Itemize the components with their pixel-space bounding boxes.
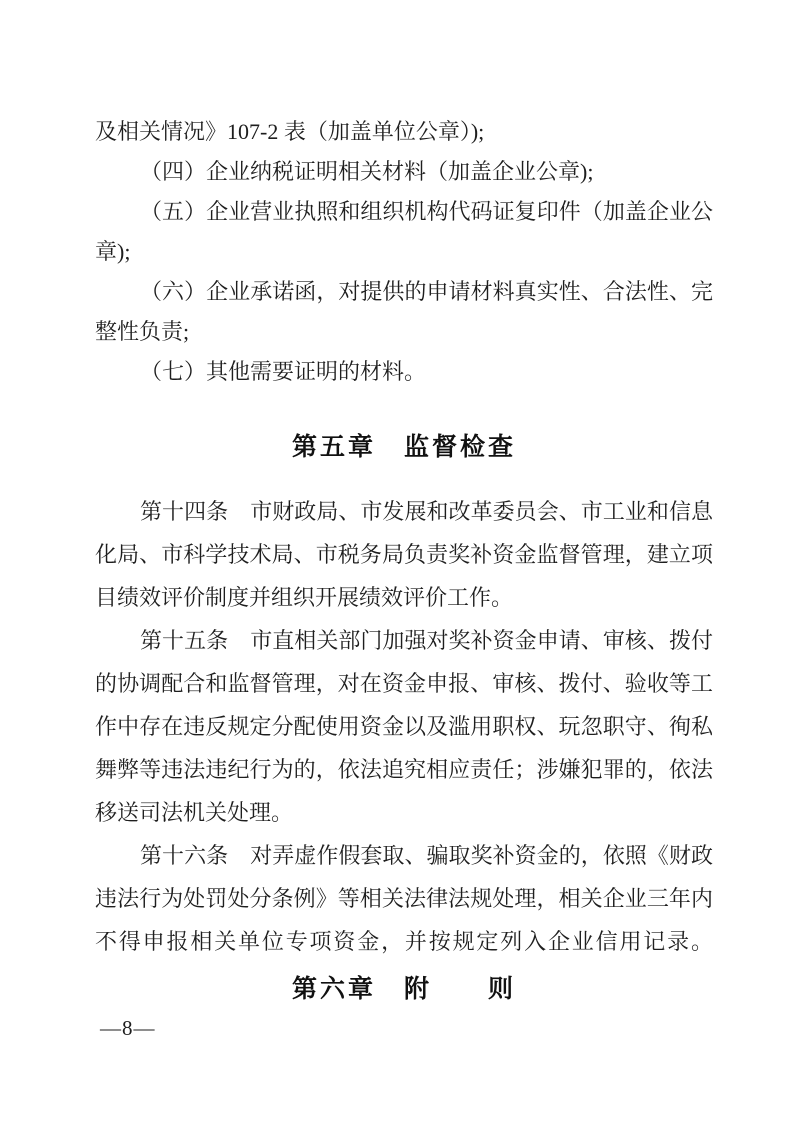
text-line: 化局、市科学技术局、市税务局负责奖补资金监督管理，建立项 xyxy=(95,542,713,567)
chapter-5-heading: 第五章 监督检查 xyxy=(291,433,516,461)
document-content xyxy=(95,112,713,1011)
text-line: 的协调配合和监督管理，对在资金申报、审核、拨付、验收等工 xyxy=(95,671,713,696)
text-line: （五）企业营业执照和组织机构代码证复印件（加盖企业公 xyxy=(140,199,713,224)
text-line: 违法行为处罚处分条例》等相关法律法规处理，相关企业三年内 xyxy=(95,886,713,911)
text-line: 移送司法机关处理。 xyxy=(95,800,294,825)
text-line: 第十六条 对弄虚作假套取、骗取奖补资金的，依照《财政 xyxy=(140,843,713,868)
page-number: —8— xyxy=(100,1016,156,1040)
text-line: 不得申报相关单位专项资金，并按规定列入企业信用记录。 xyxy=(95,929,713,954)
text-line: 舞弊等违法违纪行为的，依法追究相应责任；涉嫌犯罪的，依法 xyxy=(95,757,713,782)
text-line: （七）其他需要证明的材料。 xyxy=(140,359,427,384)
text-line: 章); xyxy=(95,239,131,264)
text-line: 第十四条 市财政局、市发展和改革委员会、市工业和信息 xyxy=(140,499,713,524)
text-line: 目绩效评价制度并组织开展绩效评价工作。 xyxy=(95,585,514,610)
text-line: 及相关情况》107-2 表（加盖单位公章）); xyxy=(95,119,485,144)
text-line: （四）企业纳税证明相关材料（加盖企业公章); xyxy=(140,159,594,184)
chapter-6-heading: 第六章 附 则 xyxy=(291,975,516,1003)
text-line: 整性负责; xyxy=(95,319,190,344)
text-line: 第十五条 市直相关部门加强对奖补资金申请、审核、拨付 xyxy=(140,628,713,653)
text-line: 作中存在违反规定分配使用资金以及滥用职权、玩忽职守、徇私 xyxy=(95,714,713,739)
text-line: （六）企业承诺函，对提供的申请材料真实性、合法性、完 xyxy=(140,279,713,304)
